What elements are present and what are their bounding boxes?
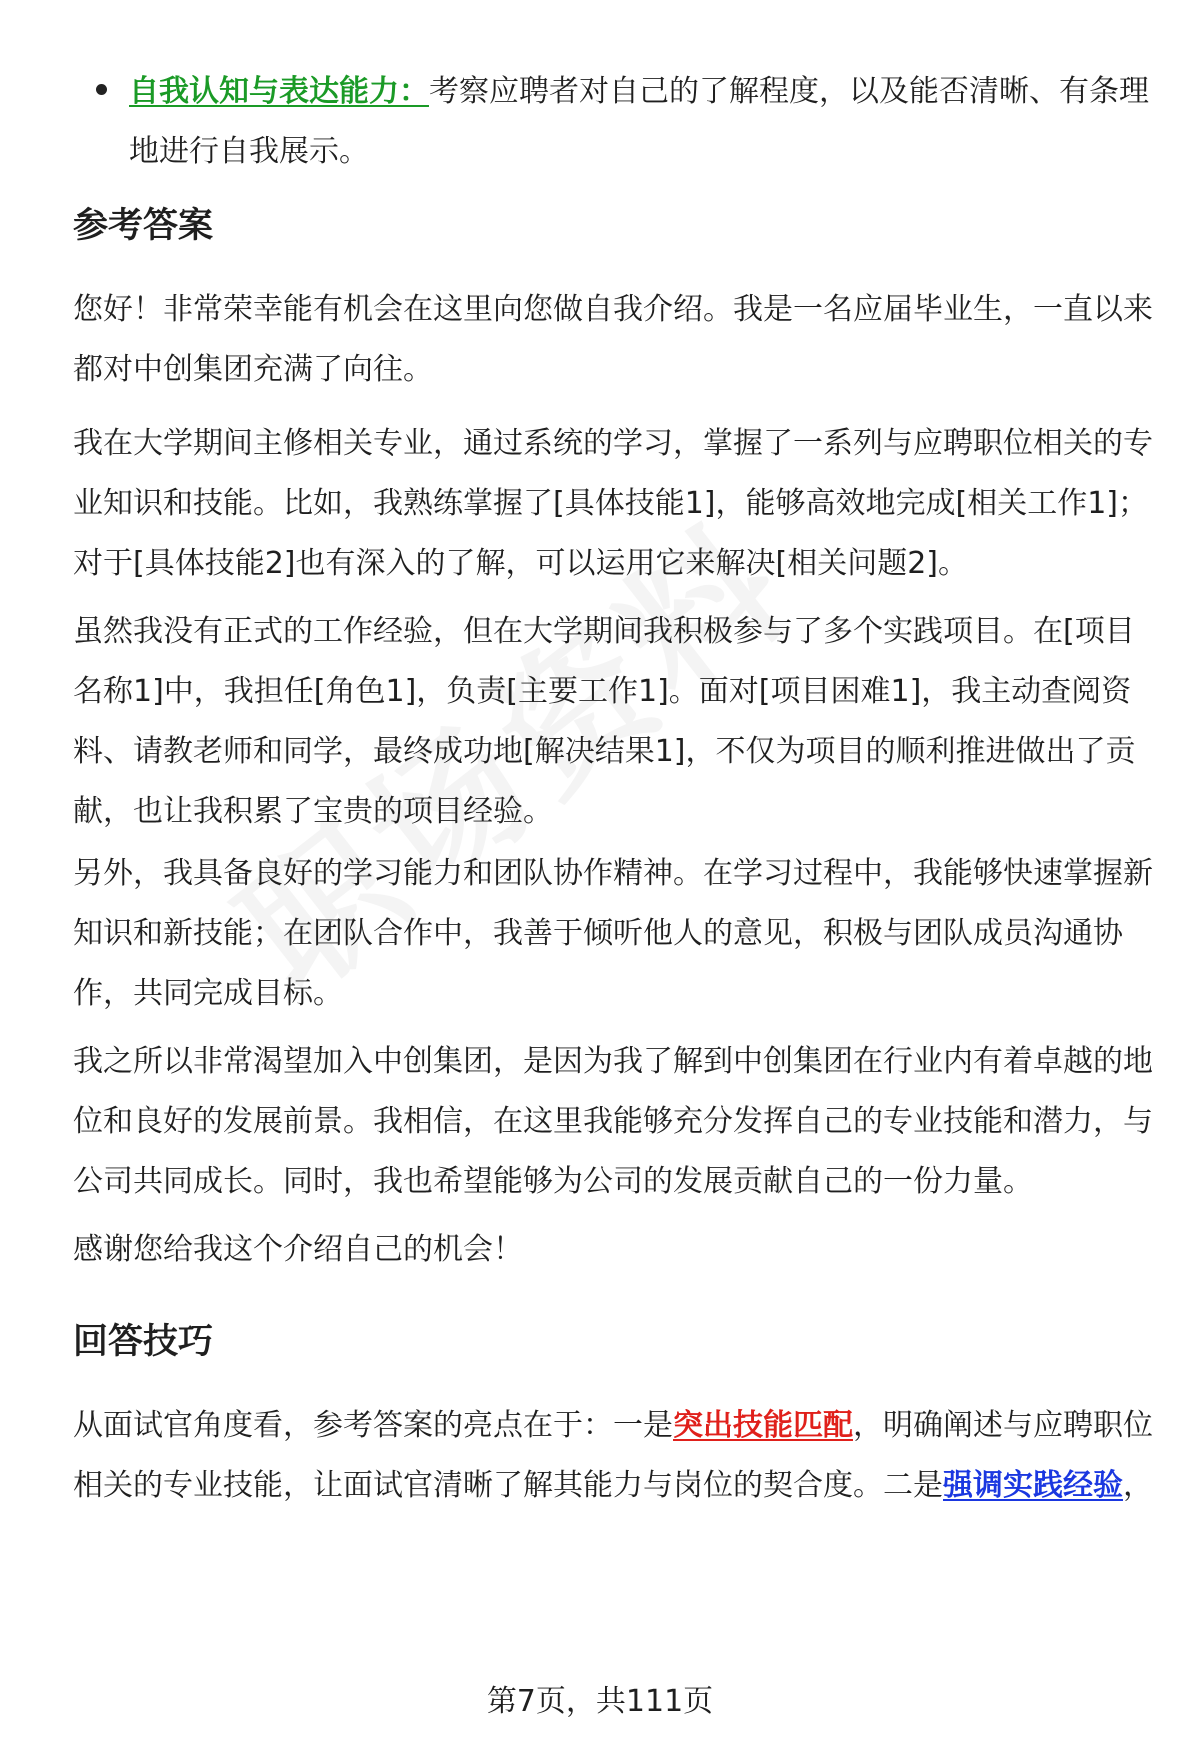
answer-paragraph-5: 我之所以非常渴望加入中创集团，是因为我了解到中创集团在行业内有着卓越的地位和良好的发展前景。我相信，在这里我能够充分发挥自己的专业技能和潜力，与公司共同成长。同时，我也希望能够为公司的发展贡献自己的一份力量。: [73, 1044, 1153, 1199]
bullet-text: [129, 62, 1169, 182]
section-heading-tips: 回答技巧: [73, 1322, 214, 1362]
answer-paragraph-2: 我在大学期间主修相关专业，通过系统的学习，掌握了一系列与应聘职位相关的专业知识和技能。比如，我熟练掌握了[具体技能1]，能够高效地完成[相关工作1]；对于[具体技能2]也有深入的了解，可以运用它来解决[相关问题2]。: [73, 426, 1153, 581]
section-heading-answer: 参考答案: [73, 206, 214, 246]
page-number: 第7页，共111页: [486, 1684, 714, 1719]
tips-key-skill-match: 突出技能匹配: [673, 1408, 853, 1443]
tips-text-1: 从面试官角度看，参考答案的亮点在于：一是: [73, 1408, 673, 1443]
bullet-item: [96, 62, 1156, 182]
tips-text-3: ，: [1123, 1468, 1153, 1503]
tips-text-2: ，明确阐述与应聘职位相关的专业技能，让面试官清晰了解其能力与岗位的契合度。二是: [73, 1408, 1153, 1503]
bullet-description: 考察应聘者对自己的了解程度，以及能否清晰、有条理地进行自我展示。: [129, 74, 1149, 169]
tips-paragraph: [73, 1396, 1163, 1516]
answer-paragraph-3: 虽然我没有正式的工作经验，但在大学期间我积极参与了多个实践项目。在[项目名称1]中，我担任[角色1]，负责[主要工作1]。面对[项目困难1]，我主动查阅资料、请教老师和同学，最终成功地[解决结果1]，不仅为项目的顺利推进做出了贡献，也让我积累了宝贵的项目经验。: [73, 614, 1136, 829]
answer-paragraph-1: 您好！非常荣幸能有机会在这里向您做自我介绍。我是一名应届毕业生，一直以来都对中创集团充满了向往。: [73, 292, 1153, 387]
answer-paragraph-6: 感谢您给我这个介绍自己的机会！: [73, 1232, 523, 1267]
bullet-key-term: 自我认知与表达能力：: [129, 74, 429, 109]
tips-key-practice: 强调实践经验: [943, 1468, 1123, 1503]
answer-paragraph-4: 另外，我具备良好的学习能力和团队协作精神。在学习过程中，我能够快速掌握新知识和新技能；在团队合作中，我善于倾听他人的意见，积极与团队成员沟通协作，共同完成目标。: [73, 856, 1153, 1011]
bullet-dot-icon: [96, 84, 107, 95]
